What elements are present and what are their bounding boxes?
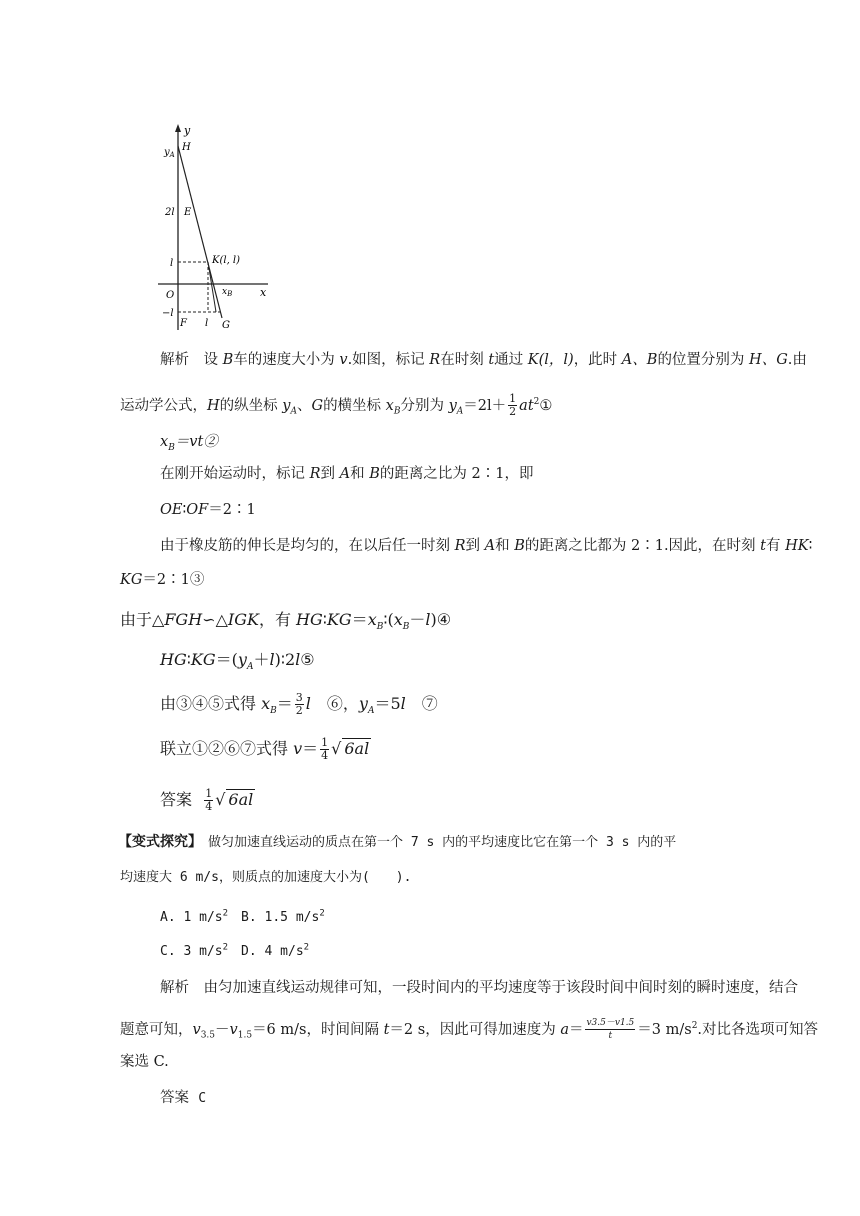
equation-5: $HG∶KG=(y_A+l)∶2l⑤$ bbox=[160, 650, 315, 673]
answer-fraction: $\frac{1}{4}$ bbox=[205, 787, 213, 813]
acceleration-fraction: $\frac{v3.5-v1.5}{t}$ bbox=[586, 1018, 635, 1042]
fraction-half: $\frac{1}{2}$ bbox=[509, 392, 517, 419]
option-C: C. 3 $m/s^2$ bbox=[160, 943, 229, 960]
option-A: A. 1 $m/s^2$ bbox=[160, 909, 229, 926]
option-row-CD bbox=[160, 938, 309, 962]
label-E: E bbox=[184, 207, 192, 218]
label-yA: $y_A$ bbox=[164, 147, 175, 159]
solution-2-line-1: 解析 由匀加速直线运动规律可知，一段时间内的平均速度等于该段时间中间时刻的瞬时速度，结合 bbox=[160, 980, 798, 996]
label-O: O bbox=[166, 290, 175, 301]
equation-2: $x_B=vt②$ bbox=[160, 434, 218, 453]
variant-tag: 【变式探究】 bbox=[118, 834, 195, 850]
equation-6: 由③④⑤式得 $x_B=$ $\frac{3}{2}$ l ⑥，$y_A=5l$ ⑦ bbox=[160, 691, 438, 717]
solution-paragraph-4-cont: KG＝2∶1③ bbox=[120, 572, 205, 588]
line-HG bbox=[178, 146, 222, 318]
variant-question-line-2: 均速度大 6 m/s，则质点的加速度大小为( ). bbox=[120, 870, 412, 885]
label-l: l bbox=[170, 258, 174, 269]
solution-paragraph-4: 由于橡皮筋的伸长是均匀的，在以后任一时刻 R到 A和 B的距离之比都为 2∶1.因此，在时刻 t有 HK∶ bbox=[160, 538, 813, 554]
equation-7: 联立①②⑥⑦式得 v＝ $\frac{1}{4}$ √ 6al bbox=[160, 736, 370, 762]
equation-3: OE∶OF＝2∶1 bbox=[160, 502, 256, 518]
solution-2-line-3: 案选 C. bbox=[120, 1054, 169, 1070]
label-neg-l: −l bbox=[162, 308, 174, 319]
answer-1: 答案 $\frac{1}{4}$ √ 6al bbox=[160, 787, 254, 813]
label-G: G bbox=[222, 320, 230, 331]
solution-paragraph-5: 由于△FGH∽△IGK，有 $HG∶KG=x_B∶(x_B-l)④$ bbox=[120, 610, 452, 633]
option-row-AB bbox=[160, 904, 325, 928]
answer-2: 答案 C bbox=[160, 1090, 207, 1106]
label-l-x: l bbox=[205, 318, 209, 329]
solution-paragraph-2: 运动学公式，H的纵坐标 $y_A$、G的横坐标 $x_B$分别为 $y_A=2l+$ $\frac{1}{2}$ $at^2①$ bbox=[120, 392, 553, 419]
label-K: K(l, l) bbox=[212, 255, 241, 266]
label-F: F bbox=[180, 318, 187, 329]
variant-question-line-1: 【变式探究】 做匀加速直线运动的质点在第一个 7 s 内的平均速度比它在第一个 3 s 内的平 bbox=[118, 834, 677, 850]
solution-2-line-2: 题意可知，$v_{3.5}-v_{1.5}=6$ m/s，时间间隔 t＝2 s，因此可得加速度为 a＝ $\frac{v3.5-v1.5}{t}$ ＝3 $m/s^2$.对比各选项可知答 bbox=[120, 1018, 819, 1042]
kinematics-figure bbox=[150, 120, 280, 335]
fraction-three-halves: $\frac{3}{2}$ bbox=[295, 691, 303, 717]
x-axis-label: x bbox=[260, 286, 267, 299]
solution-paragraph-1: 解析 设 B车的速度大小为 v.如图，标记 R在时刻 t通过 K(l，l)，此时 A、B的位置分别为 H、G.由 bbox=[160, 352, 807, 368]
option-D: D. 4 $m/s^2$ bbox=[228, 943, 310, 960]
fraction-quarter: $\frac{1}{4}$ bbox=[321, 736, 329, 762]
solution-paragraph-3: 在刚开始运动时，标记 R到 A和 B的距离之比为 2∶1，即 bbox=[160, 466, 534, 482]
label-H: H bbox=[182, 142, 191, 153]
label-2l: 2l bbox=[165, 207, 175, 218]
line-KI bbox=[208, 262, 216, 312]
y-axis-arrow bbox=[175, 124, 181, 132]
y-axis-label: y bbox=[184, 124, 191, 137]
label-xB: $x_B$ bbox=[222, 287, 233, 298]
option-B: B. 1.5 $m/s^2$ bbox=[228, 909, 325, 926]
